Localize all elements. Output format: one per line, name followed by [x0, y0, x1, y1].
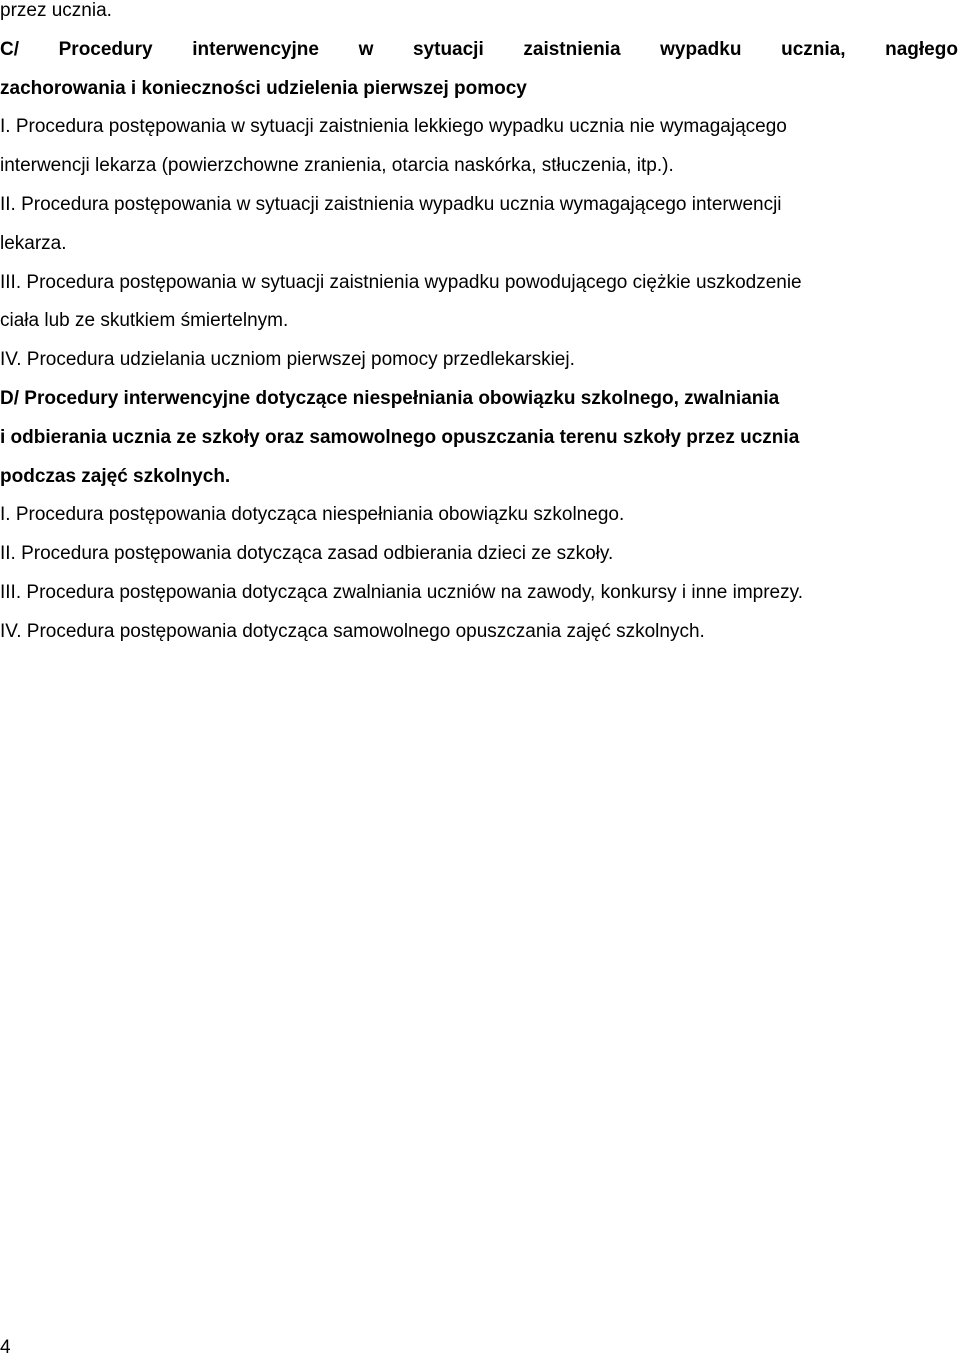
- heading-word: ucznia,: [781, 38, 846, 60]
- heading-word: zaistnienia: [523, 38, 621, 60]
- section-d-heading-line-1: D/ Procedury interwencyjne dotyczące niespełniania obowiązku szkolnego, zwalniania: [0, 387, 780, 409]
- procedure-c-4: IV. Procedura udzielania uczniom pierwszej pomocy przedlekarskiej.: [0, 349, 575, 371]
- text-line-continuation: przez ucznia.: [0, 0, 112, 21]
- procedure-c-3-line-2: ciała lub ze skutkiem śmiertelnym.: [0, 310, 289, 332]
- section-d-heading-line-2: i odbierania ucznia ze szkoły oraz samowolnego opuszczania terenu szkoły przez ucznia: [0, 426, 800, 448]
- heading-word: interwencyjne: [192, 38, 319, 60]
- document-page: [0, 0, 960, 652]
- page-number: 4: [0, 1337, 11, 1358]
- procedure-c-3-line-1: III. Procedura postępowania w sytuacji zaistnienia wypadku powodującego ciężkie uszkodzenie: [0, 271, 802, 293]
- procedure-c-1-line-2: interwencji lekarza (powierzchowne zranienia, otarcia naskórka, stłuczenia, itp.).: [0, 155, 674, 177]
- heading-word: w: [358, 38, 374, 60]
- procedure-c-1-line-1: I. Procedura postępowania w sytuacji zaistnienia lekkiego wypadku ucznia nie wymagającego: [0, 116, 787, 138]
- heading-word: nagłego: [885, 38, 958, 60]
- procedure-c-2-line-2: lekarza.: [0, 232, 67, 254]
- procedure-d-3: III. Procedura postępowania dotycząca zwalniania uczniów na zawody, konkursy i inne imprezy.: [0, 581, 803, 603]
- heading-word: sytuacji: [412, 38, 484, 60]
- procedure-d-1: I. Procedura postępowania dotycząca niespełniania obowiązku szkolnego.: [0, 504, 625, 526]
- section-c-heading-line-2: zachorowania i konieczności udzielenia pierwszej pomocy: [0, 77, 527, 99]
- heading-word: wypadku: [660, 38, 742, 60]
- heading-word: C/: [0, 38, 19, 60]
- procedure-d-2: II. Procedura postępowania dotycząca zasad odbierania dzieci ze szkoły.: [0, 543, 614, 565]
- section-d-heading-line-3: podczas zajęć szkolnych.: [0, 465, 231, 487]
- procedure-c-2-line-1: II. Procedura postępowania w sytuacji zaistnienia wypadku ucznia wymagającego interwencji: [0, 193, 782, 215]
- procedure-d-4: IV. Procedura postępowania dotycząca samowolnego opuszczania zajęć szkolnych.: [0, 620, 705, 642]
- section-c-heading-line-1: [0, 31, 958, 70]
- heading-word: Procedury: [58, 38, 153, 60]
